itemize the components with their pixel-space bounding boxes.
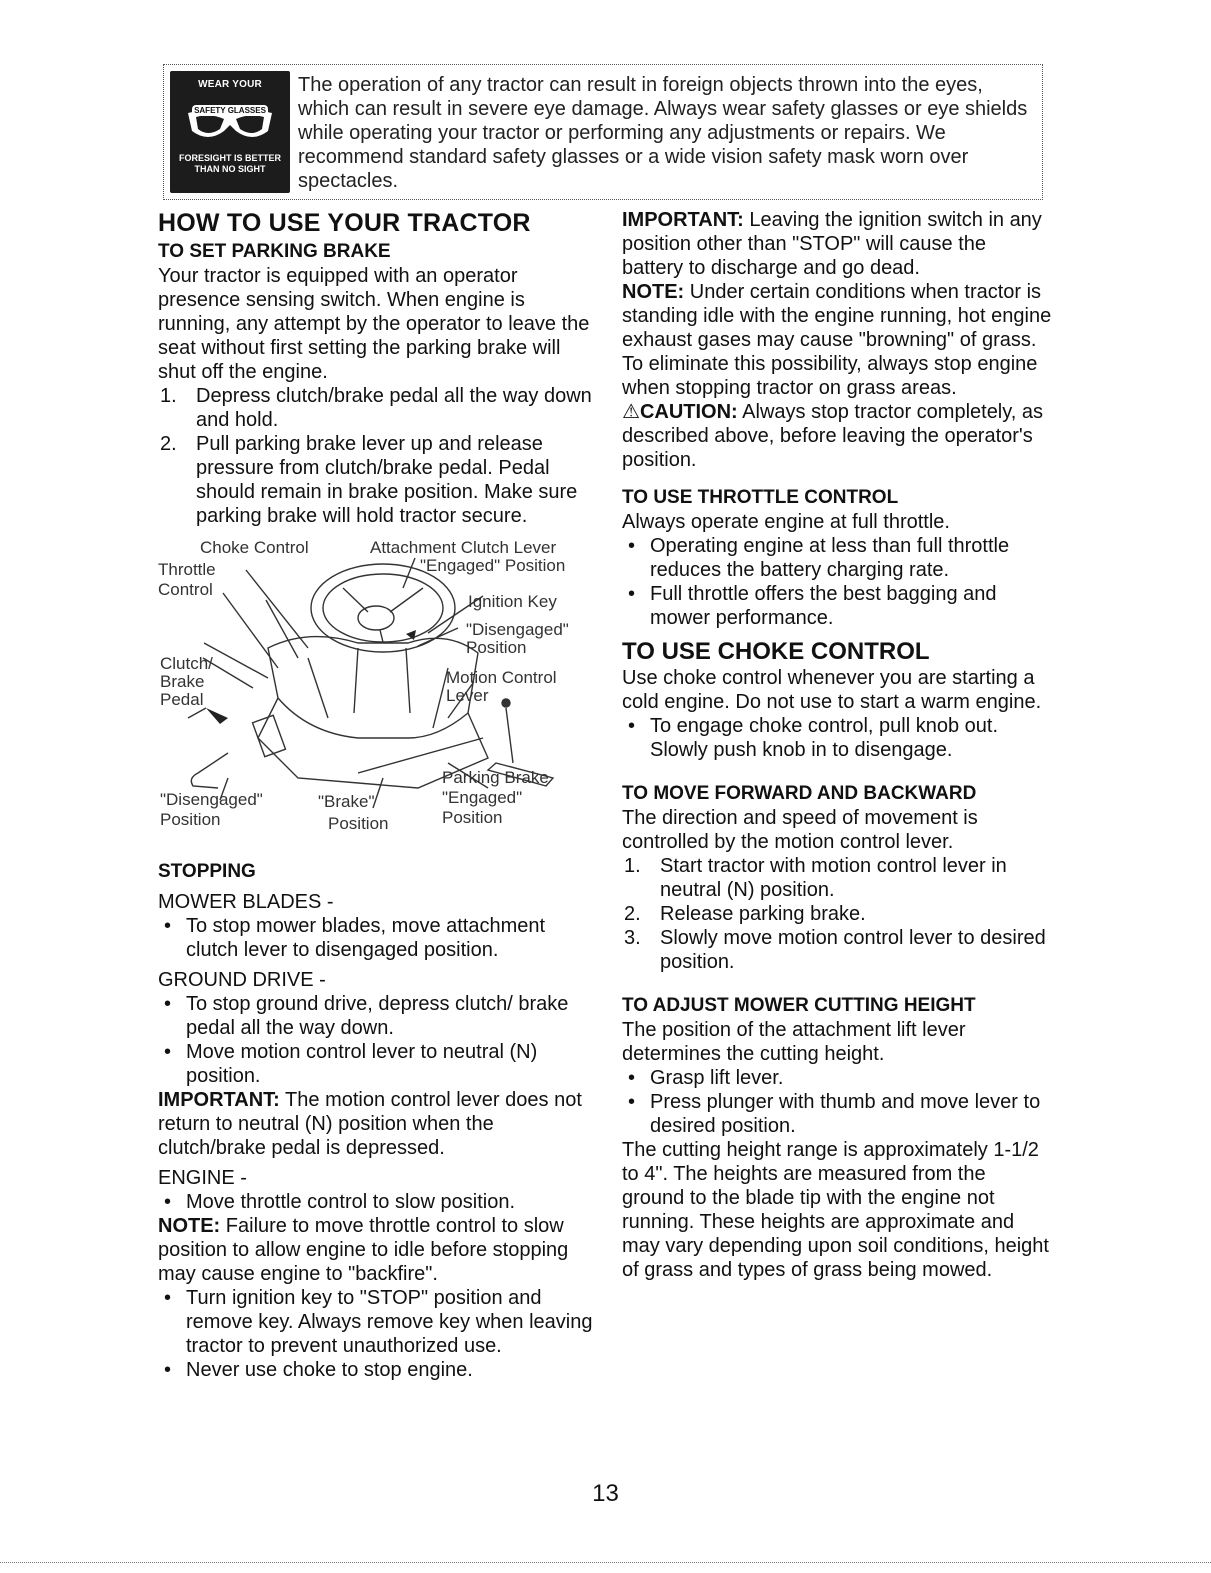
list-item: • Grasp lift lever. [622, 1066, 1052, 1090]
list-item: 2. Release parking brake. [624, 903, 866, 925]
safety-glasses-badge [170, 71, 290, 193]
right-column [622, 208, 1052, 1282]
list-item: • Never use choke to stop engine. [158, 1358, 598, 1382]
move-heading: TO MOVE FORWARD AND BACKWARD [622, 783, 977, 804]
cutting-height-intro: The position of the attachment lift lever determines the cutting height. [622, 1019, 966, 1065]
list-item: • Operating engine at less than full throttle reduces the battery charging rate. [622, 534, 1052, 582]
left-column [158, 208, 598, 1382]
label-position-left: Position [160, 810, 221, 829]
label-engaged-quoted: "Engaged" [442, 788, 523, 807]
warning-icon: ⚠ [622, 401, 640, 423]
note-paragraph: NOTE: Under certain conditions when tractor is standing idle with the engine running, hot engine exhaust gases may cause "browning" of grass. To eliminate this possibility, always stop engine when stopping tractor on grass areas. [622, 281, 1052, 399]
section-title: HOW TO USE YOUR TRACTOR [158, 209, 531, 237]
label-attachment-clutch-lever: Attachment Clutch Lever [370, 538, 557, 557]
label-position-right: Position [466, 638, 527, 657]
bottom-divider [0, 1562, 1211, 1563]
note-paragraph: NOTE: Failure to move throttle control to slow position to allow engine to idle before stopping may cause engine to "backfire". [158, 1215, 569, 1285]
list-item: 2. Pull parking brake lever up and release pressure from clutch/brake pedal. Pedal should remain in brake position. Make sure parking brake will hold tractor secure. [160, 433, 578, 527]
list-item: • To stop ground drive, depress clutch/ brake pedal all the way down. [158, 992, 598, 1040]
list-item: 1. Depress clutch/brake pedal all the way down and hold. [160, 385, 592, 431]
label-clutch: Clutch/ [160, 654, 213, 673]
parking-brake-heading: TO SET PARKING BRAKE [158, 241, 391, 262]
badge-bottom-text: FORESIGHT IS BETTER THAN NO SIGHT [178, 153, 281, 174]
blades-heading: MOWER BLADES - [158, 891, 334, 913]
label-position-brake: Position [328, 814, 389, 833]
list-item: • Move throttle control to slow position. [158, 1190, 598, 1214]
label-disengaged-right: "Disengaged" [466, 620, 569, 639]
engine-heading: ENGINE - [158, 1167, 247, 1189]
badge-top-text: WEAR YOUR [198, 79, 262, 90]
tractor-controls-diagram [158, 538, 598, 856]
safety-glasses-icon [180, 91, 280, 147]
label-control: Control [158, 580, 213, 599]
cutting-height-text: The cutting height range is approximately 1-1/2 to 4". The heights are measured from the ground to the blade tip with the engine not running. These heights are approximate and may vary depending upon soil conditions, height of grass and types of grass being mowed. [622, 1139, 1049, 1281]
label-brake: Brake [160, 672, 205, 691]
label-disengaged-left: "Disengaged" [160, 790, 263, 809]
label-throttle: Throttle [158, 560, 216, 579]
list-item: • Turn ignition key to "STOP" position and remove key. Always remove key when leaving tractor to prevent unauthorized use. [158, 1286, 598, 1358]
important-paragraph: IMPORTANT: Leaving the ignition switch in any position other than "STOP" will cause the battery to discharge and go dead. [622, 209, 1042, 279]
label-lever: Lever [446, 686, 489, 705]
list-item: • Move motion control lever to neutral (N) position. [158, 1040, 598, 1088]
list-item: • To engage choke control, pull knob out. Slowly push knob in to disengage. [622, 714, 1052, 762]
label-ignition-key: Ignition Key [468, 592, 557, 611]
label-position-engaged: Position [442, 808, 503, 827]
list-item: • Press plunger with thumb and move lever to desired position. [622, 1090, 1052, 1138]
notice-text: The operation of any tractor can result in foreign objects thrown into the eyes, which can result in severe eye damage. Always wear safety glasses or eye shields while operating your tractor or performing any adjustments or repairs. We recommend standard safety glasses or a wide vision safety mask worn over spectacles. [298, 74, 1028, 192]
parking-intro: Your tractor is equipped with an operator presence sensing switch. When engine is running, any attempt by the operator to leave the seat without first setting the parking brake will shut off the engine. [158, 265, 590, 383]
page-number: 13 [592, 1480, 619, 1507]
list-item: 1. Start tractor with motion control lever in neutral (N) position. [624, 855, 1007, 901]
label-parking-brake: Parking Brake [442, 768, 549, 787]
stopping-heading: STOPPING [158, 861, 256, 882]
choke-heading: TO USE CHOKE CONTROL [622, 638, 930, 665]
list-item: • To stop mower blades, move attachment clutch lever to disengaged position. [158, 914, 598, 962]
throttle-heading: TO USE THROTTLE CONTROL [622, 487, 899, 508]
list-item: 3. Slowly move motion control lever to desired position. [624, 927, 1046, 973]
safety-notice [163, 64, 1043, 200]
cutting-height-heading: TO ADJUST MOWER CUTTING HEIGHT [622, 995, 976, 1016]
list-item: • Full throttle offers the best bagging and mower performance. [622, 582, 1052, 630]
label-engaged-position: "Engaged" Position [420, 556, 566, 575]
label-choke-control: Choke Control [200, 538, 309, 557]
badge-mid-text: SAFETY GLASSES [192, 105, 268, 116]
label-motion-control: Motion Control [446, 668, 557, 687]
caution-paragraph: ⚠CAUTION: Always stop tractor completely, as described above, before leaving the operator's position. [622, 401, 1044, 471]
move-intro: The direction and speed of movement is controlled by the motion control lever. [622, 807, 978, 853]
choke-intro: Use choke control whenever you are starting a cold engine. Do not use to start a warm engine. [622, 667, 1042, 713]
important-paragraph: IMPORTANT: The motion control lever does not return to neutral (N) position when the clutch/brake pedal is depressed. [158, 1089, 582, 1159]
label-pedal: Pedal [160, 690, 204, 709]
label-brake-quoted: "Brake" [318, 792, 375, 811]
throttle-intro: Always operate engine at full throttle. [622, 511, 950, 533]
ground-drive-heading: GROUND DRIVE - [158, 969, 326, 991]
